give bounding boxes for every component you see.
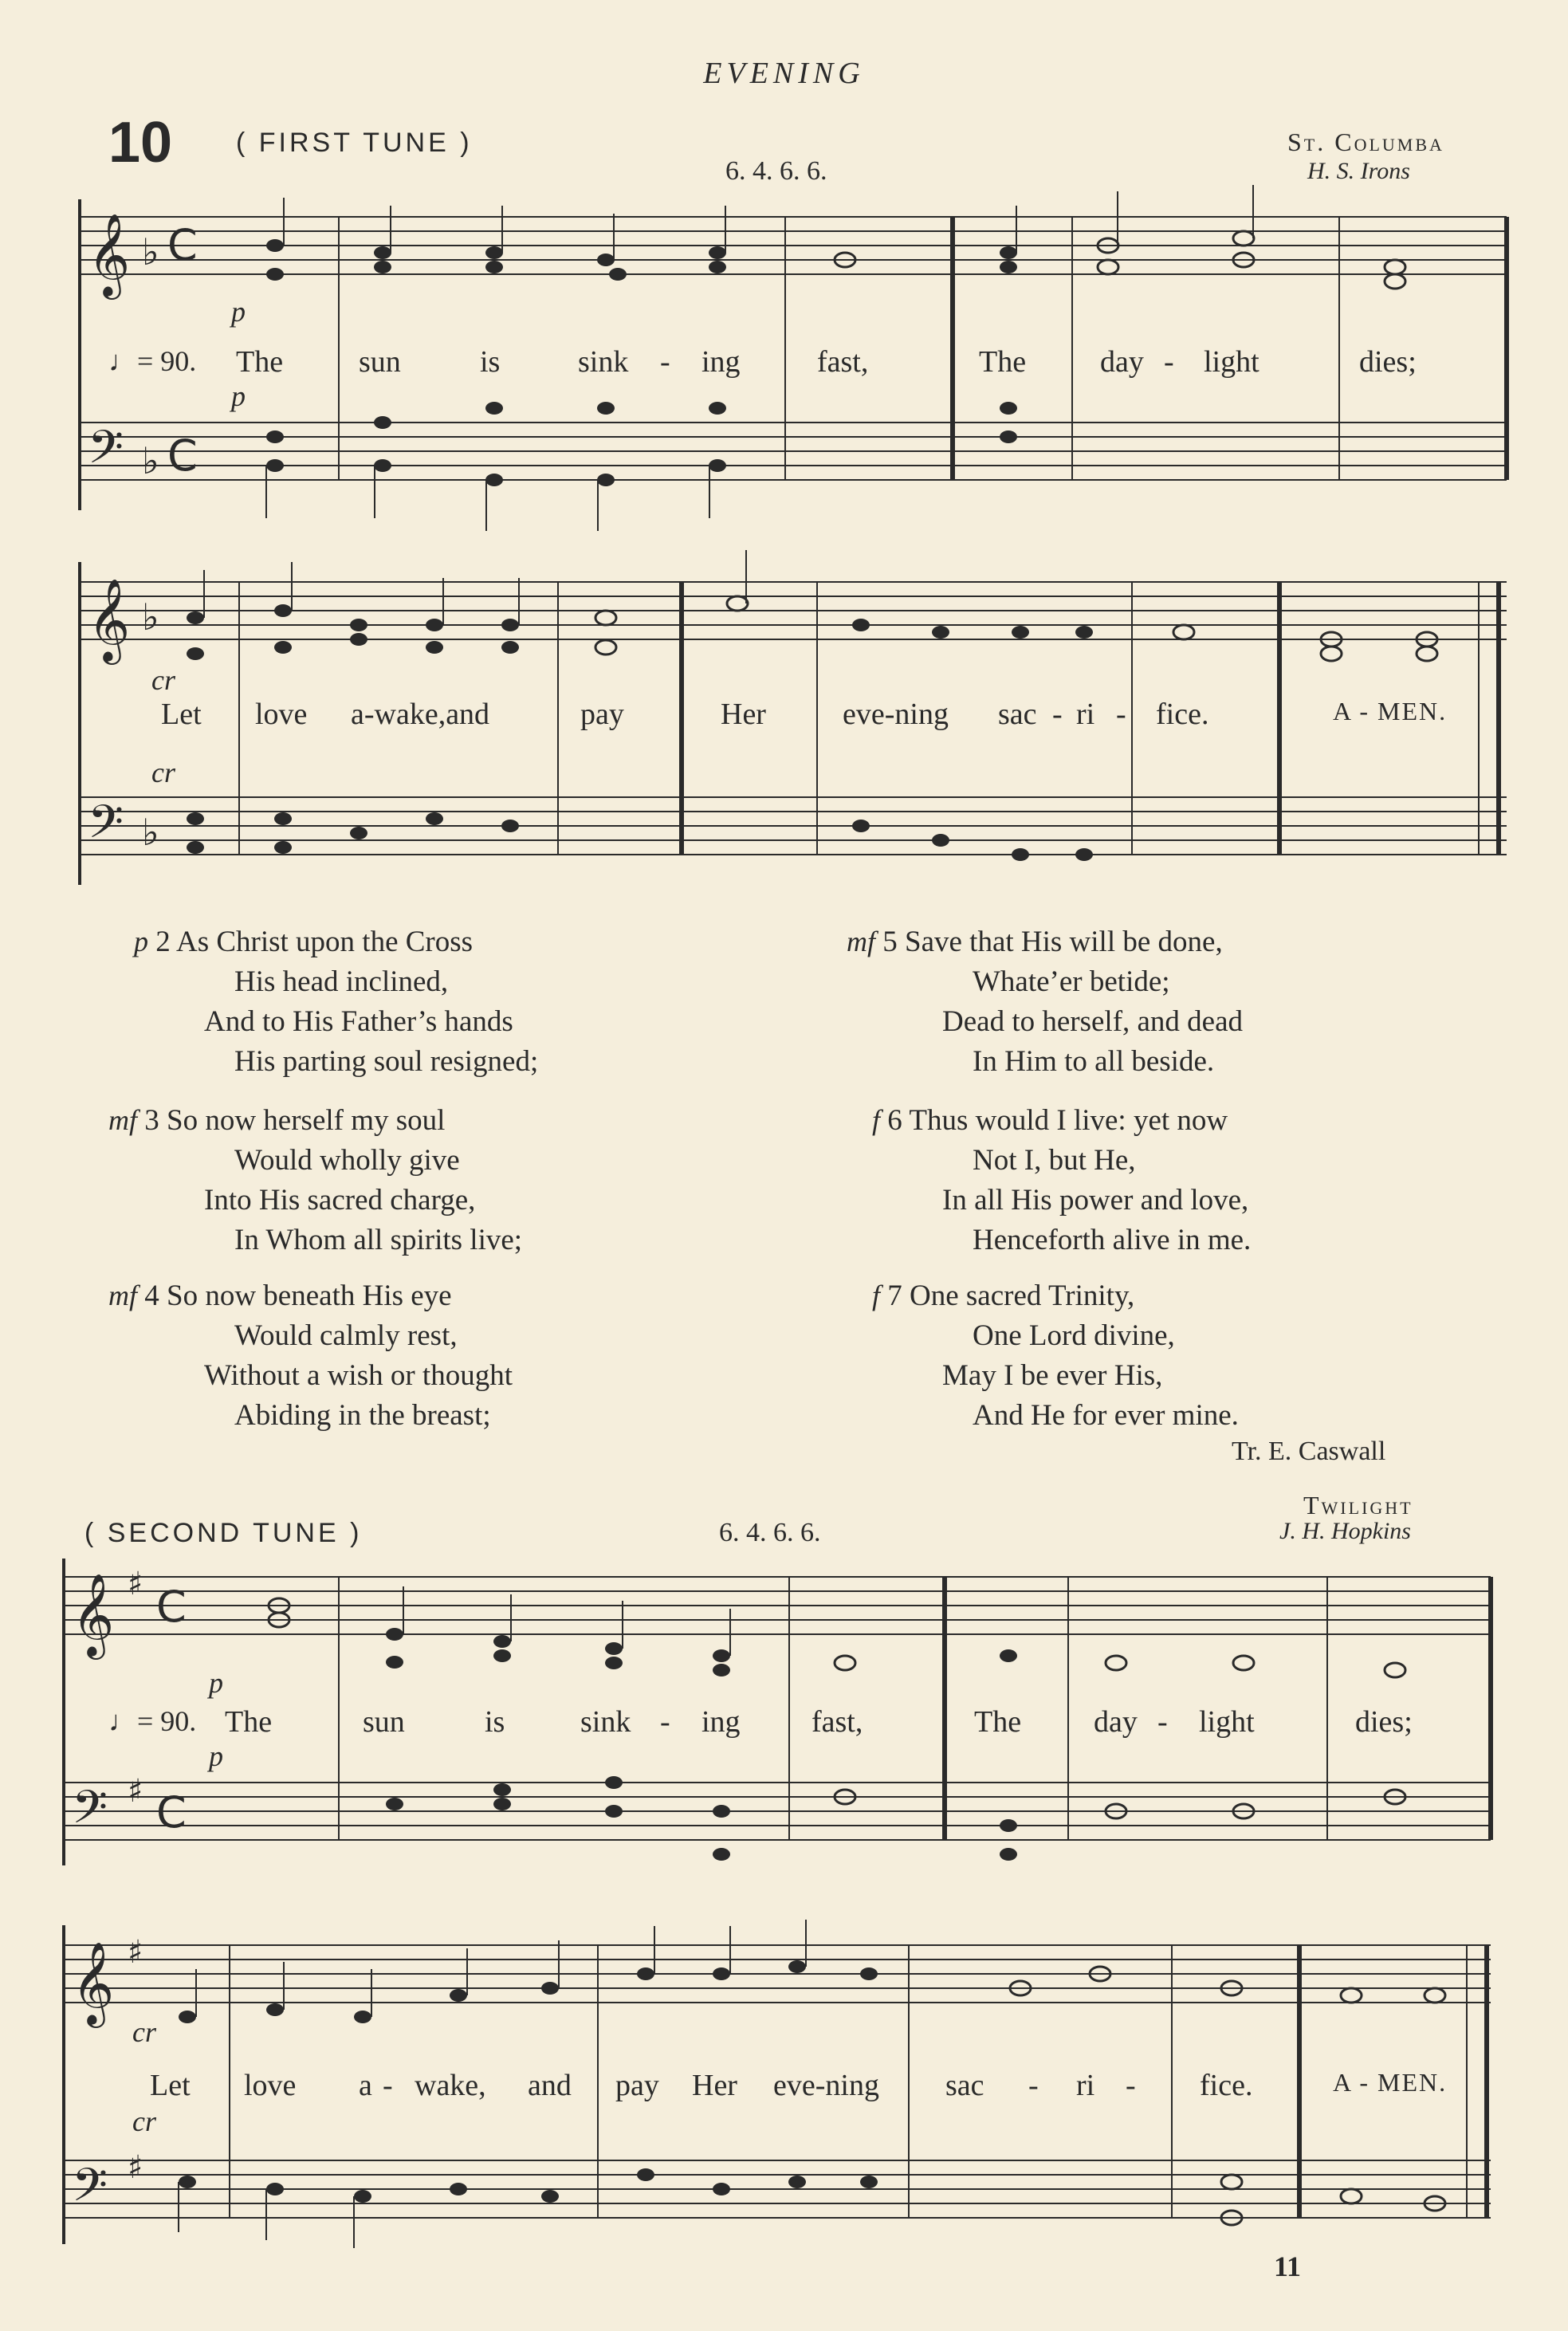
verse-number: 6 <box>887 1104 902 1137</box>
verse-line: Not I, but He, <box>973 1144 1136 1177</box>
first-tune-meter: 6. 4. 6. 6. <box>725 156 827 186</box>
svg-text:♭: ♭ <box>142 596 159 639</box>
lyric-syllable: The <box>225 1705 273 1739</box>
svg-text:♭: ♭ <box>142 230 159 273</box>
system-1-bass-staff <box>80 423 1507 480</box>
verse-line: In all His power and love, <box>942 1184 1249 1217</box>
dynamic-p-2-bass: p <box>209 1740 223 1772</box>
lyric-syllable: fast, <box>812 1705 863 1739</box>
system-4-treble-staff <box>64 1945 1491 2003</box>
svg-text:𝄢: 𝄢 <box>88 420 124 485</box>
verse-line: Would calmly rest, <box>234 1319 458 1352</box>
lyric-syllable: sink <box>580 1705 631 1739</box>
lyric-syllable: - <box>1052 698 1063 731</box>
second-tune-name: Twilight <box>1303 1491 1413 1519</box>
svg-text:C: C <box>167 430 198 481</box>
lyric-syllable: wake, <box>415 2069 486 2102</box>
verse-line: So now beneath His eye <box>167 1279 452 1312</box>
lyric-syllable: sun <box>359 345 401 379</box>
lyric-syllable: a <box>359 2069 372 2102</box>
lyric-syllable: light <box>1199 1705 1255 1739</box>
lyric-syllable: fast, <box>817 345 869 379</box>
verse-number: 4 <box>144 1279 159 1312</box>
lyric-syllable: love <box>244 2069 297 2102</box>
lyric-syllable: is <box>480 345 501 379</box>
first-tune-composer: H. S. Irons <box>1307 158 1410 184</box>
verse-line: Dead to herself, and dead <box>942 1005 1244 1038</box>
svg-text:𝄞: 𝄞 <box>72 1941 115 2025</box>
lyric-syllable: fice. <box>1156 698 1209 731</box>
verse-line: As Christ upon the Cross <box>175 926 474 958</box>
lyric-syllable: ing <box>701 1705 741 1739</box>
system-3-bass-staff <box>64 1783 1491 1840</box>
verse-dynamic: f <box>872 1104 881 1136</box>
verse-dynamic: mf <box>108 1104 137 1136</box>
svg-text:♯: ♯ <box>128 1934 143 1971</box>
svg-text:𝄞: 𝄞 <box>88 213 131 297</box>
lyric-syllable: light <box>1204 345 1260 379</box>
verse-line: In Whom all spirits live; <box>234 1224 523 1256</box>
verse-line: Abiding in the breast; <box>234 1399 491 1432</box>
lyric-syllable: - <box>383 2069 393 2102</box>
verse-5 <box>847 922 1243 1082</box>
verse-number: 3 <box>144 1104 159 1137</box>
verse-dynamic: f <box>872 1279 881 1311</box>
verse-6 <box>872 1100 1251 1260</box>
verse-line: His parting soul resigned; <box>234 1045 539 1078</box>
lyric-syllable: Her <box>692 2069 737 2102</box>
system-1-treble-staff <box>80 217 1507 274</box>
verse-line: So now herself my soul <box>167 1104 446 1137</box>
verse-dynamic: mf <box>108 1279 137 1311</box>
verse-line: Would wholly give <box>234 1144 460 1177</box>
lyric-syllable: The <box>236 345 284 379</box>
system-2-treble-staff <box>80 582 1507 639</box>
lyric-syllable: The <box>979 345 1027 379</box>
svg-text:C: C <box>156 1582 187 1632</box>
lyric-syllable: pay <box>580 698 624 731</box>
lyric-syllable: - <box>1157 1705 1168 1739</box>
second-tune-composer: J. H. Hopkins <box>1279 1518 1411 1544</box>
verse-dynamic: p <box>134 926 148 957</box>
svg-text:♯: ♯ <box>128 1566 143 1602</box>
lyric-syllable: is <box>485 1705 505 1739</box>
dynamic-p-1: p <box>231 296 246 328</box>
lyric-syllable: - <box>1164 345 1174 379</box>
lyric-syllable: - <box>1028 2069 1039 2102</box>
lyric-syllable: sun <box>363 1705 405 1739</box>
verse-line: And He for ever mine. <box>973 1399 1239 1432</box>
lyrics-line-1-tune-2 <box>0 1704 1568 1744</box>
page-number: 11 <box>1274 2250 1302 2282</box>
lyric-syllable: dies; <box>1359 345 1417 379</box>
svg-text:𝄢: 𝄢 <box>88 795 124 860</box>
svg-text:𝄞: 𝄞 <box>72 1573 115 1657</box>
verse-line: Into His sacred charge, <box>204 1184 476 1217</box>
verse-line: Thus would I live: yet now <box>909 1104 1228 1137</box>
lyric-syllable: A - MEN. <box>1333 697 1448 725</box>
lyric-syllable: sac <box>998 698 1037 731</box>
svg-text:♯: ♯ <box>128 1773 143 1810</box>
verse-4 <box>108 1276 513 1436</box>
second-tune-label: ( SECOND TUNE ) <box>84 1518 363 1548</box>
lyric-syllable: The <box>974 1705 1022 1739</box>
hymn-number: 10 <box>108 111 173 175</box>
verse-3 <box>108 1100 522 1260</box>
svg-text:♭: ♭ <box>142 439 159 482</box>
verse-line: In Him to all beside. <box>973 1045 1215 1078</box>
verse-line: One sacred Trinity, <box>910 1279 1135 1312</box>
svg-text:C: C <box>156 1787 187 1838</box>
lyric-syllable: - <box>660 1705 670 1739</box>
tempo-mark-2: ♩= 90. <box>108 1705 197 1737</box>
first-tune-label: ( FIRST TUNE ) <box>236 128 473 158</box>
verse-line: His head inclined, <box>234 965 449 998</box>
svg-text:♭: ♭ <box>142 811 159 854</box>
lyrics-line-2-tune-2 <box>0 2068 1568 2108</box>
verse-7 <box>872 1276 1239 1436</box>
verse-number: 7 <box>887 1279 902 1312</box>
svg-text:C: C <box>167 220 198 270</box>
verse-number: 2 <box>155 926 171 958</box>
svg-text:𝄢: 𝄢 <box>72 2158 108 2223</box>
lyric-syllable: - <box>660 345 670 379</box>
verse-line: Without a wish or thought <box>204 1359 513 1392</box>
lyric-syllable: eve-ning <box>773 2069 879 2102</box>
verse-line: May I be ever His, <box>942 1359 1163 1392</box>
dynamic-p-2: p <box>209 1667 223 1699</box>
lyric-syllable: pay <box>615 2069 659 2102</box>
svg-text:𝄞: 𝄞 <box>88 578 131 662</box>
tempo-mark-1: ♩= 90. <box>108 345 197 377</box>
dynamic-cr-2: cr <box>132 2016 156 2048</box>
lyric-syllable: day <box>1100 345 1144 379</box>
dynamic-cr-1-bass: cr <box>151 757 175 788</box>
lyric-syllable: - <box>1126 2069 1136 2102</box>
lyric-syllable: and <box>528 2069 572 2102</box>
dynamic-cr-1: cr <box>151 664 175 696</box>
page-running-title: EVENING <box>703 57 865 90</box>
verse-line: And to His Father’s hands <box>204 1005 513 1038</box>
lyric-syllable: fice. <box>1200 2069 1253 2102</box>
lyric-syllable: - <box>1116 698 1126 731</box>
lyric-syllable: eve-ning <box>843 698 949 731</box>
system-3-treble-staff <box>64 1577 1491 1634</box>
svg-text:𝄢: 𝄢 <box>72 1780 108 1846</box>
lyric-syllable: sac <box>945 2069 984 2102</box>
lyric-syllable: dies; <box>1355 1705 1413 1739</box>
system-2-bass-staff <box>80 797 1507 855</box>
verse-line: Save that His will be done, <box>905 926 1223 958</box>
lyric-syllable: A - MEN. <box>1333 2068 1448 2097</box>
lyric-syllable: Let <box>161 698 202 731</box>
verse-dynamic: mf <box>847 926 875 957</box>
translator-credit: Tr. E. Caswall <box>1232 1437 1386 1466</box>
lyric-syllable: sink <box>578 345 629 379</box>
lyric-syllable: Her <box>721 698 766 731</box>
dynamic-cr-2-bass: cr <box>132 2105 156 2137</box>
verse-line: Whate’er betide; <box>973 965 1170 998</box>
verse-2 <box>134 922 538 1082</box>
lyric-syllable: ri <box>1076 698 1095 731</box>
second-tune-meter: 6. 4. 6. 6. <box>719 1518 821 1547</box>
lyric-syllable: ing <box>701 345 741 379</box>
lyric-syllable: ri <box>1076 2069 1095 2102</box>
first-tune-name: St. Columba <box>1287 128 1444 156</box>
lyric-syllable: Let <box>150 2069 191 2102</box>
verse-line: Henceforth alive in me. <box>973 1224 1252 1256</box>
lyrics-line-2-tune-1 <box>0 697 1568 737</box>
lyric-syllable: a-wake,and <box>351 698 490 731</box>
lyrics-line-1-tune-1 <box>0 344 1568 384</box>
verse-number: 5 <box>882 926 898 958</box>
svg-text:♯: ♯ <box>128 2149 143 2186</box>
lyric-syllable: love <box>255 698 308 731</box>
dynamic-p-1-bass: p <box>231 380 246 412</box>
verse-line: One Lord divine, <box>973 1319 1175 1352</box>
lyric-syllable: day <box>1094 1705 1138 1739</box>
